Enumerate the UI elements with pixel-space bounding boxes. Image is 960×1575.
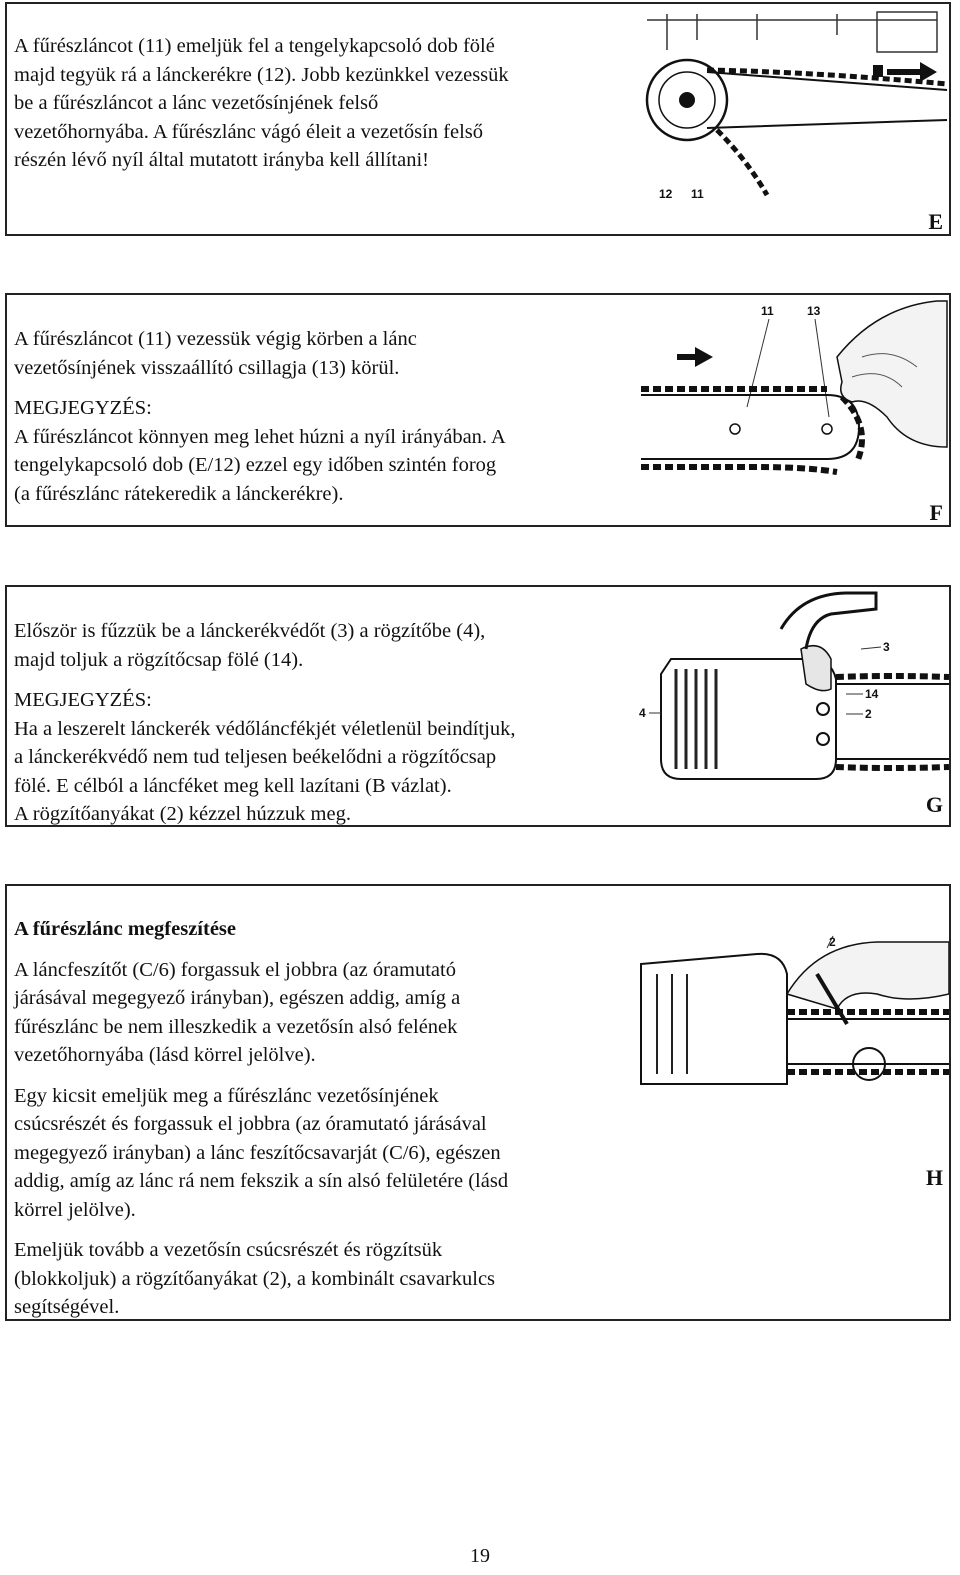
text-line: A rögzítőanyákat (2) kézzel húzzuk meg. (14, 803, 351, 825)
text-line: vezetősínjének visszaállító csillagja (13) körül. (14, 356, 400, 379)
section-f (5, 293, 951, 527)
text-line: segítségével. (14, 1296, 120, 1318)
section-heading: A fűrészlánc megfeszítése (14, 918, 236, 940)
text-line: csúcsrészét és forgassuk el jobbra (az óramutató járásával (14, 1113, 487, 1135)
text-line: vezetőhornyába (lásd körrel jelölve). (14, 1044, 316, 1066)
text-line: be a fűrészláncot a lánc vezetősínjének felső (14, 92, 379, 114)
section-g (5, 585, 951, 827)
page-number: 19 (470, 1545, 490, 1567)
figure-label: 13 (807, 304, 821, 318)
section-h-text (14, 915, 508, 1322)
text-line: (blokkoljuk) a rögzítőanyákat (2), a kombinált csavarkulcs (14, 1267, 496, 1290)
figure-label: 11 (691, 187, 704, 201)
text-line: majd tegyük rá a lánckerékre (12). Jobb kezünkkel vezessük (14, 63, 509, 86)
note-title: MEGJEGYZÉS: (14, 397, 152, 419)
figure-letter: G (925, 792, 943, 817)
text-line: Emeljük tovább a vezetősín csúcsrészét és rögzítsük (14, 1239, 443, 1261)
figure-f-bar-nose (637, 297, 949, 507)
figure-letter: E (928, 209, 943, 234)
text-line: A fűrészláncot (11) vezessük végig körben a lánc (14, 328, 417, 350)
text-line: fölé. E célból a láncféket meg kell lazítani (B vázlat). (14, 774, 452, 797)
text-line: A láncfeszítőt (C/6) forgassuk el jobbra (az óramutató (14, 958, 456, 981)
text-line: Egy kicsit emeljük meg a fűrészlánc vezetősínjének (14, 1084, 439, 1107)
text-line: vezetőhornyába. A fűrészlánc vágó éleit a vezetősín felső (14, 120, 484, 143)
text-line: fűrészlánc be nem illeszkedik a vezetősín alsó felének (14, 1015, 458, 1038)
text-line: járásával megegyező irányban), egészen addig, amíg a (14, 987, 461, 1009)
text-line: a lánckerékvédő nem tud teljesen beékelődni a rögzítőcsap (14, 746, 497, 768)
section-f-text (14, 325, 506, 508)
figure-label: 4 (639, 706, 646, 720)
figure-letter: F (929, 500, 943, 525)
figure-h-chain-tension (637, 934, 949, 1104)
text-line: majd toljuk a rögzítőcsap fölé (14). (14, 648, 304, 671)
text-line: megegyező irányban) a lánc feszítőcsavarját (C/6), egészen (14, 1141, 501, 1164)
figure-label: 11 (761, 304, 774, 318)
figure-g-sprocket-cover (631, 589, 949, 789)
section-h (5, 884, 951, 1321)
figure-label: 3 (883, 640, 890, 654)
text-line: A fűrészláncot könnyen meg lehet húzni a nyíl irányában. A (14, 425, 506, 448)
text-line: addig, amíg az lánc rá nem fekszik a sín alsó felületére (lásd (14, 1170, 509, 1192)
text-line: (a fűrészlánc rátekeredik a lánckerékre). (14, 482, 344, 505)
text-line: körrel jelölve). (14, 1198, 136, 1221)
section-g-text (14, 617, 515, 829)
figure-e-sprocket-chain (637, 10, 949, 210)
section-e (5, 2, 951, 236)
text-line: A fűrészláncot (11) emeljük fel a tengelykapcsoló dob fölé (14, 35, 495, 57)
note-title: MEGJEGYZÉS: (14, 689, 152, 711)
text-line: Először is fűzzük be a lánckerékvédőt (3) a rögzítőbe (4), (14, 620, 486, 642)
figure-label: 14 (865, 687, 879, 701)
section-e-text (14, 32, 509, 175)
text-line: részén lévő nyíl által mutatott irányba kell állítani! (14, 149, 429, 171)
text-line: Ha a leszerelt lánckerék védőláncfékjét véletlenül beindítjuk, (14, 717, 516, 740)
figure-label: 2 (865, 707, 872, 721)
figure-label: 12 (659, 187, 673, 201)
text-line: tengelykapcsoló dob (E/12) ezzel egy időben szintén forog (14, 454, 497, 476)
figure-label: 2 (829, 935, 836, 949)
figure-letter: H (925, 1165, 943, 1190)
